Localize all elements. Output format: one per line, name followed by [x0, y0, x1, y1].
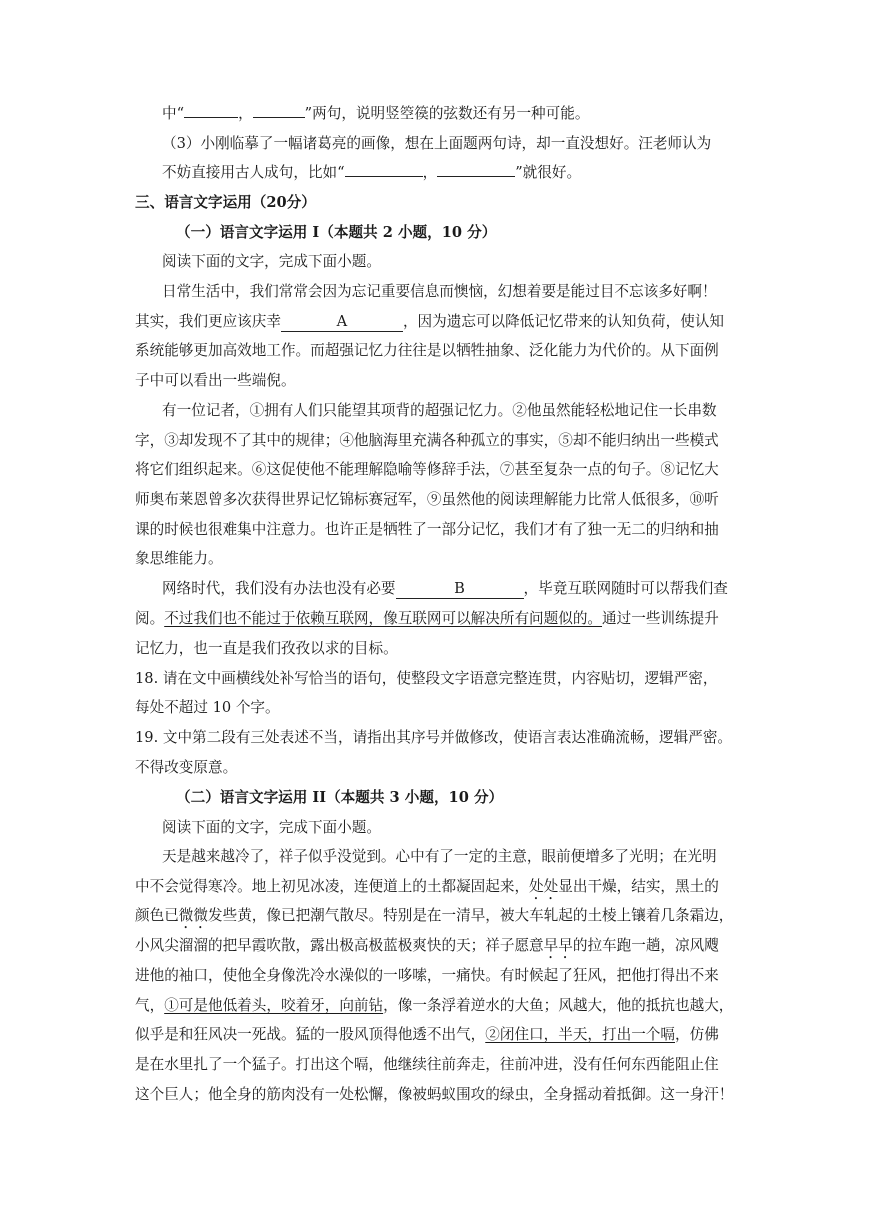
subsection-heading: （一）语言文字运用 I（本题共 2 小题，10 分） — [176, 224, 497, 241]
text-line — [135, 905, 733, 932]
text-line — [135, 876, 719, 903]
text-fragment: 不妨直接用古人成句，比如“ — [162, 164, 345, 181]
text-fragment: 通过一些训练提升 — [602, 610, 719, 627]
text-fragment: 小风尖溜溜的把早霞吹散，露出极高极蓝极爽快的天；祥子愿意 — [135, 937, 544, 954]
fill-blank[interactable] — [253, 103, 305, 118]
text-line: 课的时候也很难集中注意力。也许正是牺牲了一部分记忆，我们才有了独一无二的归纳和抽 — [135, 521, 719, 538]
text-fragment: 似乎是和狂风决一死战。猛的一股风顶得他透不出气， — [135, 1026, 486, 1043]
text-fragment: ， — [422, 164, 438, 181]
text-line: 师奥布莱恩曾多次获得世界记忆锦标赛冠军，⑨虽然他的阅读理解能力比常人低很多，⑩听 — [135, 491, 719, 508]
text-fragment: 中不会觉得寒冷。地上初见冰凌，连便道上的土都凝固起来， — [135, 878, 530, 895]
text-fragment: ”两句，说明竖箜篌的弦数还有另一种可能。 — [304, 105, 590, 122]
text-line: 日常生活中，我们常常会因为忘记重要信息而懊恼，幻想着要是能过目不忘该多好啊！ — [162, 283, 717, 300]
section-heading: 三、语言文字运用（20分） — [135, 194, 316, 211]
text-fragment: ，像一条浮着逆水的大鱼；风越大，他的抵抗也越大， — [383, 997, 734, 1014]
text-line: 每处不超过 10 个字。 — [135, 699, 280, 716]
text-fragment: ， — [238, 105, 253, 122]
text-line: 子中可以看出一些端倪。 — [135, 372, 296, 389]
text-line: 天是越来越冷了，祥子似乎没觉到。心中有了一定的主意，眼前便增多了光明；在光明 — [162, 848, 717, 865]
dotted-word: 早早 — [543, 937, 573, 954]
text-fragment: 气， — [135, 997, 165, 1014]
text-line — [135, 608, 719, 630]
text-line: 这个巨人；他全身的筋肉没有一处松懈，像被蚂蚁围攻的绿虫，全身摇动着抵御。这一身汗！ — [135, 1086, 734, 1103]
text-line: （3）小刚临摹了一幅诸葛亮的画像，想在上面题两句诗，却一直没想好。汪老师认为 — [162, 135, 712, 152]
answer-blank-a[interactable]: A — [281, 313, 403, 332]
text-line: 记忆力，也一直是我们孜孜以求的目标。 — [135, 640, 398, 657]
underlined-sentence: 不过我们也不能过于依赖互联网，像互联网可以解决所有问题似的。 — [164, 610, 603, 627]
text-line: 有一位记者，①拥有人们只能望其项背的超强记忆力。②他虽然能轻松地记住一长串数 — [162, 402, 717, 419]
text-line: 系统能够更加高效地工作。而超强记忆力往往是以牺牲抽象、泛化能力为代价的。从下面例 — [135, 342, 719, 359]
text-fragment: ，毕竟互联网随时可以帮我们查 — [523, 580, 728, 597]
text-line: 是在水里扎了一个猛子。打出这个嗝，他继续往前奔走，往前冲进，没有任何东西能阻止住 — [135, 1056, 719, 1073]
text-line — [162, 578, 728, 600]
text-line: 象思维能力。 — [135, 550, 223, 567]
text-fragment: 显出干燥，结实，黑土的 — [558, 878, 719, 895]
fill-blank[interactable] — [345, 162, 423, 177]
text-fragment: 的拉车跑一趟，凉风飕 — [572, 937, 719, 954]
instruction: 阅读下面的文字，完成下面小题。 — [162, 819, 381, 836]
text-line: 将它们组织起来。⑥这促使他不能理解隐喻等修辞手法，⑦甚至复杂一点的句子。⑧记忆大 — [135, 461, 719, 478]
dotted-word: 微微 — [178, 907, 208, 924]
question-19: 19. 文中第二段有三处表述不当，请指出其序号并做修改，使语言表达准确流畅，逻辑严密。 — [135, 729, 733, 746]
text-fragment: 颜色已 — [135, 907, 179, 924]
question-18: 18. 请在文中画横线处补写恰当的语句，使整段文字语意完整连贯，内容贴切，逻辑严密， — [135, 670, 718, 687]
underlined-phrase-1: ①可是他低着头，咬着牙，向前钻 — [164, 997, 384, 1014]
text-fragment: 阅。 — [135, 610, 165, 627]
text-line — [135, 935, 719, 962]
text-line — [162, 103, 589, 125]
answer-blank-b[interactable]: B — [396, 580, 524, 599]
dotted-word: 处处 — [529, 878, 559, 895]
text-line — [135, 1024, 719, 1046]
text-fragment: 发些黄，像已把潮气散尽。特别是在一清早，被大车轧起的土棱上镶着几条霜边， — [208, 907, 734, 924]
fill-blank[interactable] — [184, 103, 238, 118]
text-fragment: 其实，我们更应该庆幸 — [135, 313, 281, 330]
text-fragment: ，仿佛 — [675, 1026, 719, 1043]
text-line: 进他的袖口，使他全身像洗冷水澡似的一哆嗦，一痛快。有时候起了狂风，把他打得出不来 — [135, 967, 719, 984]
text-fragment: ”就很好。 — [515, 164, 582, 181]
text-line — [135, 311, 724, 333]
fill-blank[interactable] — [437, 162, 515, 177]
instruction: 阅读下面的文字，完成下面小题。 — [162, 253, 381, 270]
text-line: 字，③却发现不了其中的规律；④他脑海里充满各种孤立的事实，⑤却不能归纳出一些模式 — [135, 432, 719, 449]
subsection-heading: （二）语言文字运用 II（本题共 3 小题，10 分） — [176, 789, 504, 806]
text-fragment: 网络时代，我们没有办法也没有必要 — [162, 580, 396, 597]
text-line — [135, 995, 733, 1017]
text-line: 不得改变原意。 — [135, 759, 238, 776]
text-fragment: ，因为遗忘可以降低记忆带来的认知负荷，使认知 — [402, 313, 725, 330]
text-fragment: 中“ — [162, 105, 185, 122]
text-line — [162, 162, 581, 184]
underlined-phrase-2: ②闭住口，半天，打出一个嗝 — [485, 1026, 675, 1043]
